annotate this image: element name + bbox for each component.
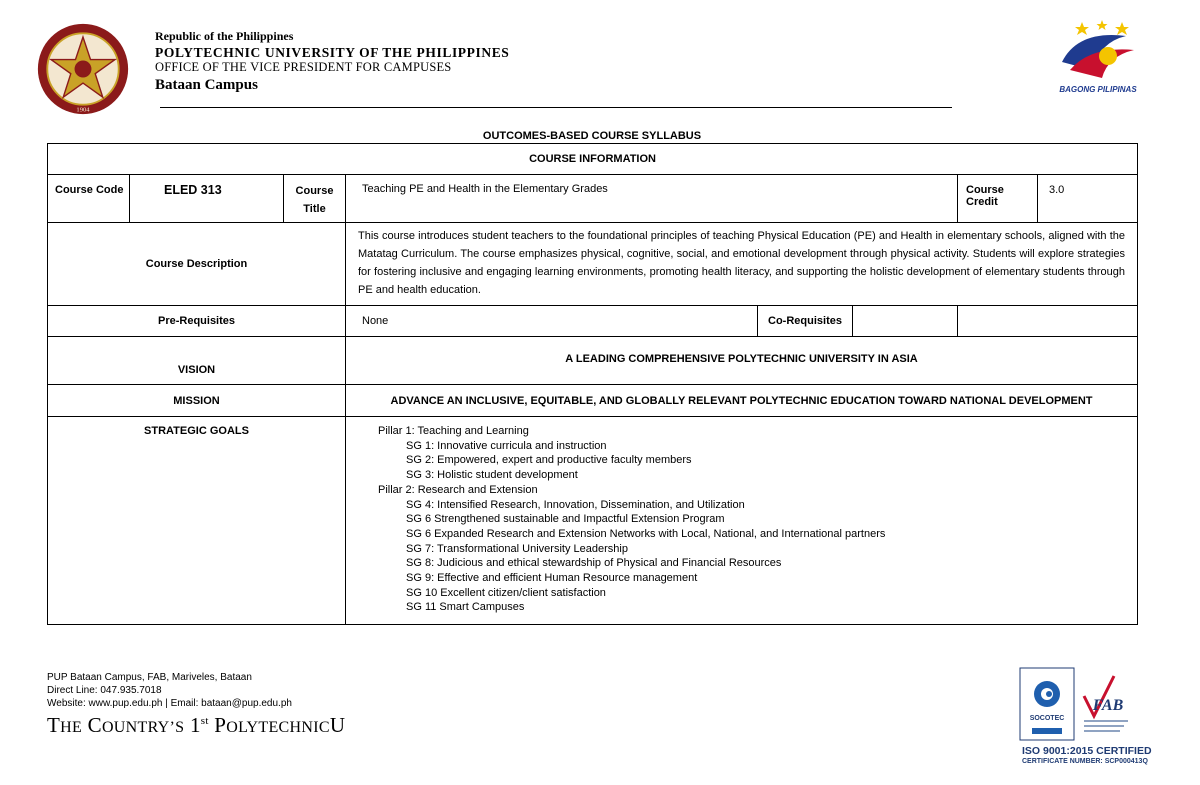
strategic-goal-item: SG 3: Holistic student development: [406, 469, 578, 482]
tagline-part: C: [87, 713, 102, 737]
course-description-label: Course Description: [48, 223, 346, 306]
iso-certified: ISO 9001:2015 CERTIFIED: [1022, 745, 1152, 757]
strategic-goals-content: [346, 417, 1138, 625]
tagline-part: U: [329, 713, 346, 737]
footer-contact: [47, 671, 292, 710]
prerequisites-value: None: [346, 306, 758, 337]
tagline-part: T: [47, 713, 61, 737]
bagong-pilipinas-logo: [1056, 16, 1140, 96]
bagong-pilipinas-text: BAGONG PILIPINAS: [1059, 85, 1137, 94]
course-description-value: This course introduces student teachers to the foundational principles of teaching Physical Education (PE) and Health in elementary schools, aligned with the Matatag Curriculum. The course emphasizes physical, cognitive, social, and emotional development through physical activity. Students will explore strategies for fostering inclusive and engaging learning environments, promoting health literacy, and supporting the holistic development of elementary students through PE and health education.: [346, 223, 1138, 306]
header-divider: [160, 107, 952, 108]
course-code-label: Course Code: [48, 175, 130, 223]
office-name: OFFICE OF THE VICE PRESIDENT FOR CAMPUSES: [155, 60, 452, 75]
footer-phone: Direct Line: 047.935.7018: [47, 685, 162, 696]
strategic-goal-item: SG 2: Empowered, expert and productive faculty members: [406, 454, 692, 467]
course-syllabus-table: [47, 143, 1138, 625]
mission-label: MISSION: [48, 385, 346, 417]
strategic-goal-item: SG 8: Judicious and ethical stewardship of Physical and Financial Resources: [406, 557, 782, 570]
socotec-text: SOCOTEC: [1029, 715, 1065, 722]
republic-line: Republic of the Philippines: [155, 29, 294, 43]
course-information-heading: COURSE INFORMATION: [48, 144, 1138, 175]
strategic-goal-item: SG 9: Effective and efficient Human Resource management: [406, 572, 698, 585]
strategic-goal-item: SG 1: Innovative curricula and instruction: [406, 439, 607, 452]
footer-address: PUP Bataan Campus, FAB, Mariveles, Bataan: [47, 672, 252, 683]
strategic-goal-item: SG 6 Expanded Research and Extension Networks with Local, National, and International partners: [406, 527, 886, 540]
tagline-part: st: [200, 715, 209, 727]
fab-text: FAB: [1092, 697, 1124, 714]
tagline-part: 1: [189, 713, 201, 737]
course-title-label: Course Title: [284, 175, 346, 223]
tagline-part: P: [214, 713, 227, 737]
mission-value: ADVANCE AN INCLUSIVE, EQUITABLE, AND GLOBALLY RELEVANT POLYTECHNIC EDUCATION TOWARD NATIONAL DEVELOPMENT: [346, 385, 1138, 417]
tagline-part: OLYTECHNIC: [226, 719, 330, 736]
seal-year: 1904: [76, 106, 90, 114]
vision-value: A LEADING COMPREHENSIVE POLYTECHNIC UNIVERSITY IN ASIA: [346, 337, 1138, 385]
strategic-goal-item: SG 7: Transformational University Leadership: [406, 542, 628, 555]
course-title-value: Teaching PE and Health in the Elementary Grades: [346, 175, 958, 223]
corequisites-label: Co-Requisites: [758, 306, 853, 336]
strategic-goal-item: SG 6 Strengthened sustainable and Impactful Extension Program: [406, 513, 725, 526]
strategic-goal-item: SG 4: Intensified Research, Innovation, Dissemination, and Utilization: [406, 498, 745, 511]
footer-web-email[interactable]: Website: www.pup.edu.ph | Email: bataan@pup.edu.ph: [47, 698, 292, 709]
corequisites-cell: [758, 306, 958, 337]
corequisites-value: [853, 306, 957, 336]
document-title: OUTCOMES-BASED COURSE SYLLABUS: [482, 130, 702, 142]
university-name: POLYTECHNIC UNIVERSITY OF THE PHILIPPINES: [155, 44, 510, 60]
pup-seal-logo: [36, 22, 130, 116]
course-credit-value: 3.0: [1038, 175, 1138, 223]
strategic-goal-item: SG 10 Excellent citizen/client satisfaction: [406, 586, 606, 599]
campus-name: Bataan Campus: [155, 76, 258, 93]
vision-label: VISION: [48, 337, 346, 385]
strategic-goal-item: SG 11 Smart Campuses: [406, 601, 525, 614]
tagline-part: OUNTRY’S: [101, 719, 185, 736]
footer-tagline: [47, 713, 345, 738]
corequisites-empty-cell: [958, 306, 1138, 337]
certificate-number: CERTIFICATE NUMBER: SCP000413Q: [1022, 758, 1148, 765]
pillar-2: Pillar 2: Research and Extension: [378, 483, 538, 496]
pillar-1: Pillar 1: Teaching and Learning: [378, 425, 529, 437]
prerequisites-label: Pre-Requisites: [48, 306, 346, 337]
course-code-value: ELED 313: [130, 175, 284, 223]
header-text: [155, 30, 509, 94]
course-credit-label: Course Credit: [958, 175, 1038, 223]
tagline-part: HE: [60, 719, 83, 736]
strategic-goals-label: STRATEGIC GOALS: [48, 417, 346, 625]
certification-logos: [1018, 666, 1136, 750]
